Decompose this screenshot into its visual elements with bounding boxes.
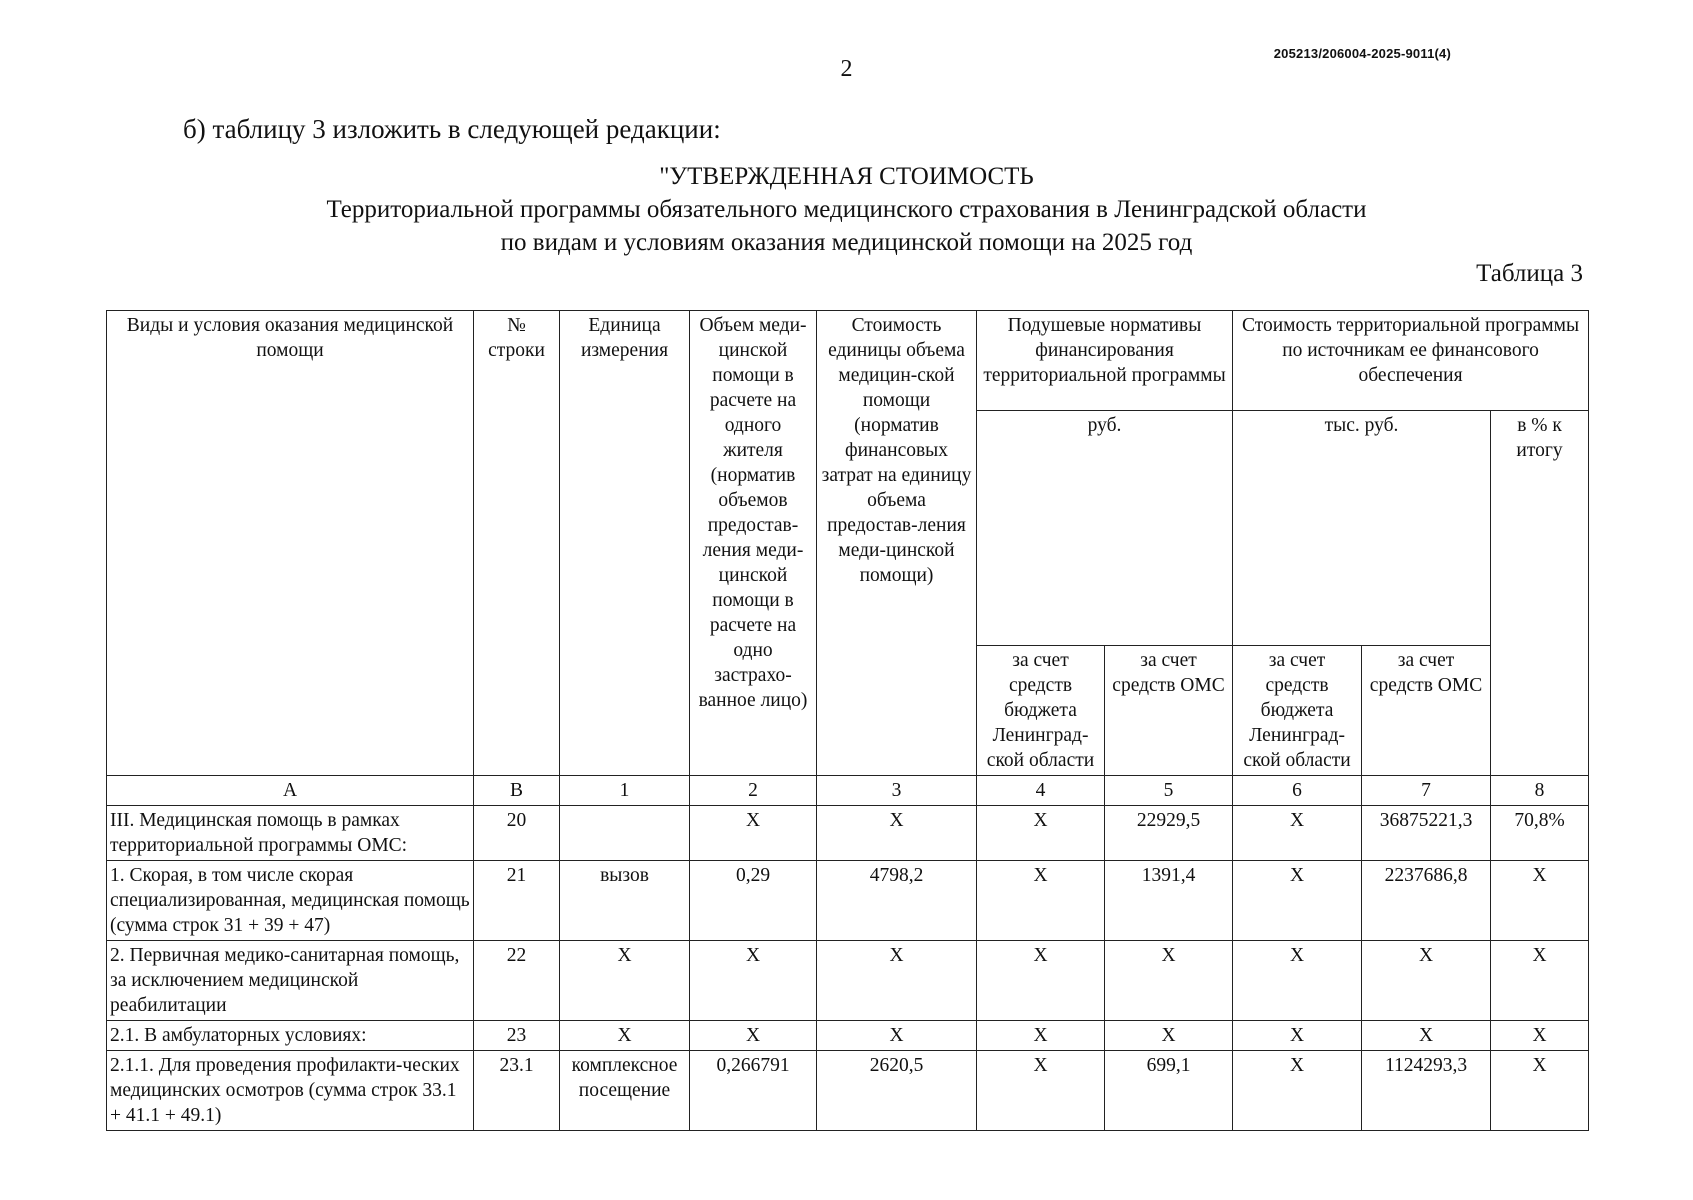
row-number: 20 bbox=[474, 806, 560, 861]
row-budget-cost: X bbox=[1233, 1021, 1362, 1051]
row-unit-cost: 2620,5 bbox=[817, 1051, 977, 1131]
col-index: 7 bbox=[1362, 776, 1491, 806]
col-index: 3 bbox=[817, 776, 977, 806]
column-index-row bbox=[107, 776, 1589, 806]
row-unit: вызов bbox=[560, 861, 690, 941]
row-unit: X bbox=[560, 941, 690, 1021]
table-row bbox=[107, 1051, 1589, 1131]
title-line-1: "УТВЕРЖДЕННАЯ СТОИМОСТЬ bbox=[659, 163, 1034, 190]
col-index: 4 bbox=[977, 776, 1105, 806]
table-row bbox=[107, 941, 1589, 1021]
header-unit-rub: руб. bbox=[977, 411, 1233, 646]
title-line-3: по видам и условиям оказания медицинской помощи на 2025 год bbox=[500, 229, 1193, 256]
row-percent: X bbox=[1491, 941, 1589, 1021]
row-oms-per-capita: 699,1 bbox=[1105, 1051, 1233, 1131]
col-index: А bbox=[107, 776, 474, 806]
row-volume: X bbox=[690, 806, 817, 861]
row-oms-cost: 1124293,3 bbox=[1362, 1051, 1491, 1131]
row-number: 22 bbox=[474, 941, 560, 1021]
col-index: В bbox=[474, 776, 560, 806]
row-oms-cost: 36875221,3 bbox=[1362, 806, 1491, 861]
row-name: 2.1.1. Для проведения профилакти-ческих медицинских осмотров (сумма строк 33.1 + 41.1 + 49.1) bbox=[107, 1051, 474, 1131]
header-row-number: № строки bbox=[474, 311, 560, 776]
header-per-capita-group: Подушевые нормативы финансирования территориальной программы bbox=[977, 311, 1233, 411]
row-name: III. Медицинская помощь в рамках территориальной программы ОМС: bbox=[107, 806, 474, 861]
page-number: 2 bbox=[840, 56, 853, 82]
header-unit-thous-rub: тыс. руб. bbox=[1233, 411, 1491, 646]
row-budget-cost: X bbox=[1233, 1051, 1362, 1131]
row-budget-per-capita: X bbox=[977, 806, 1105, 861]
row-budget-cost: X bbox=[1233, 806, 1362, 861]
row-unit: комплексное посещение bbox=[560, 1051, 690, 1131]
col-index: 6 bbox=[1233, 776, 1362, 806]
row-oms-cost: X bbox=[1362, 941, 1491, 1021]
table-row bbox=[107, 806, 1589, 861]
col-index: 5 bbox=[1105, 776, 1233, 806]
row-oms-cost: 2237686,8 bbox=[1362, 861, 1491, 941]
row-oms-cost: X bbox=[1362, 1021, 1491, 1051]
header-unit-cost: Стоимость единицы объема медицин-ской помощи (норматив финансовых затрат на единицу объема предостав-ления меди-цинской помощи) bbox=[817, 311, 977, 776]
row-volume: 0,29 bbox=[690, 861, 817, 941]
title-line-2: Территориальной программы обязательного медицинского страхования в Ленинградской области bbox=[326, 196, 1367, 223]
row-oms-per-capita: 22929,5 bbox=[1105, 806, 1233, 861]
row-name: 1. Скорая, в том числе скорая специализированная, медицинская помощь (сумма строк 31 + 39 + 47) bbox=[107, 861, 474, 941]
col-index: 2 bbox=[690, 776, 817, 806]
row-number: 23.1 bbox=[474, 1051, 560, 1131]
row-number: 23 bbox=[474, 1021, 560, 1051]
document-number: 205213/206004-2025-9011(4) bbox=[1273, 46, 1451, 61]
row-budget-per-capita: X bbox=[977, 1021, 1105, 1051]
header-unit: Единица измерения bbox=[560, 311, 690, 776]
header-budget-per-capita: за счет средств бюджета Ленинград-ской области bbox=[977, 646, 1105, 776]
row-budget-per-capita: X bbox=[977, 1051, 1105, 1131]
row-volume: X bbox=[690, 1021, 817, 1051]
row-unit: X bbox=[560, 1021, 690, 1051]
header-program-cost-group: Стоимость территориальной программы по источникам ее финансового обеспечения bbox=[1233, 311, 1589, 411]
col-index: 1 bbox=[560, 776, 690, 806]
table-row bbox=[107, 1021, 1589, 1051]
col-index: 8 bbox=[1491, 776, 1589, 806]
row-name: 2.1. В амбулаторных условиях: bbox=[107, 1021, 474, 1051]
header-budget-cost: за счет средств бюджета Ленинград-ской области bbox=[1233, 646, 1362, 776]
row-budget-cost: X bbox=[1233, 861, 1362, 941]
header-volume: Объем меди-цинской помощи в расчете на одного жителя (норматив объемов предостав-ления меди-цинской помощи в расчете на одно застрахо-ванное лицо) bbox=[690, 311, 817, 776]
row-oms-per-capita: X bbox=[1105, 1021, 1233, 1051]
row-percent: X bbox=[1491, 861, 1589, 941]
row-percent: X bbox=[1491, 1051, 1589, 1131]
row-percent: 70,8% bbox=[1491, 806, 1589, 861]
instruction-text: б) таблицу 3 изложить в следующей редакции: bbox=[183, 114, 721, 144]
row-budget-per-capita: X bbox=[977, 861, 1105, 941]
row-volume: 0,266791 bbox=[690, 1051, 817, 1131]
header-kinds: Виды и условия оказания медицинской помощи bbox=[107, 311, 474, 776]
row-oms-per-capita: 1391,4 bbox=[1105, 861, 1233, 941]
document-title bbox=[0, 160, 1693, 259]
row-oms-per-capita: X bbox=[1105, 941, 1233, 1021]
row-unit-cost: X bbox=[817, 1021, 977, 1051]
row-unit-cost: X bbox=[817, 941, 977, 1021]
header-percent-total: в % к итогу bbox=[1491, 411, 1589, 776]
header-oms-per-capita: за счет средств ОМС bbox=[1105, 646, 1233, 776]
row-unit-cost: X bbox=[817, 806, 977, 861]
table-label: Таблица 3 bbox=[1476, 260, 1583, 287]
row-volume: X bbox=[690, 941, 817, 1021]
row-unit bbox=[560, 806, 690, 861]
row-name: 2. Первичная медико-санитарная помощь, за исключением медицинской реабилитации bbox=[107, 941, 474, 1021]
row-number: 21 bbox=[474, 861, 560, 941]
header-oms-cost: за счет средств ОМС bbox=[1362, 646, 1491, 776]
row-budget-cost: X bbox=[1233, 941, 1362, 1021]
row-unit-cost: 4798,2 bbox=[817, 861, 977, 941]
table-row bbox=[107, 861, 1589, 941]
cost-table bbox=[106, 310, 1589, 1131]
row-budget-per-capita: X bbox=[977, 941, 1105, 1021]
row-percent: X bbox=[1491, 1021, 1589, 1051]
